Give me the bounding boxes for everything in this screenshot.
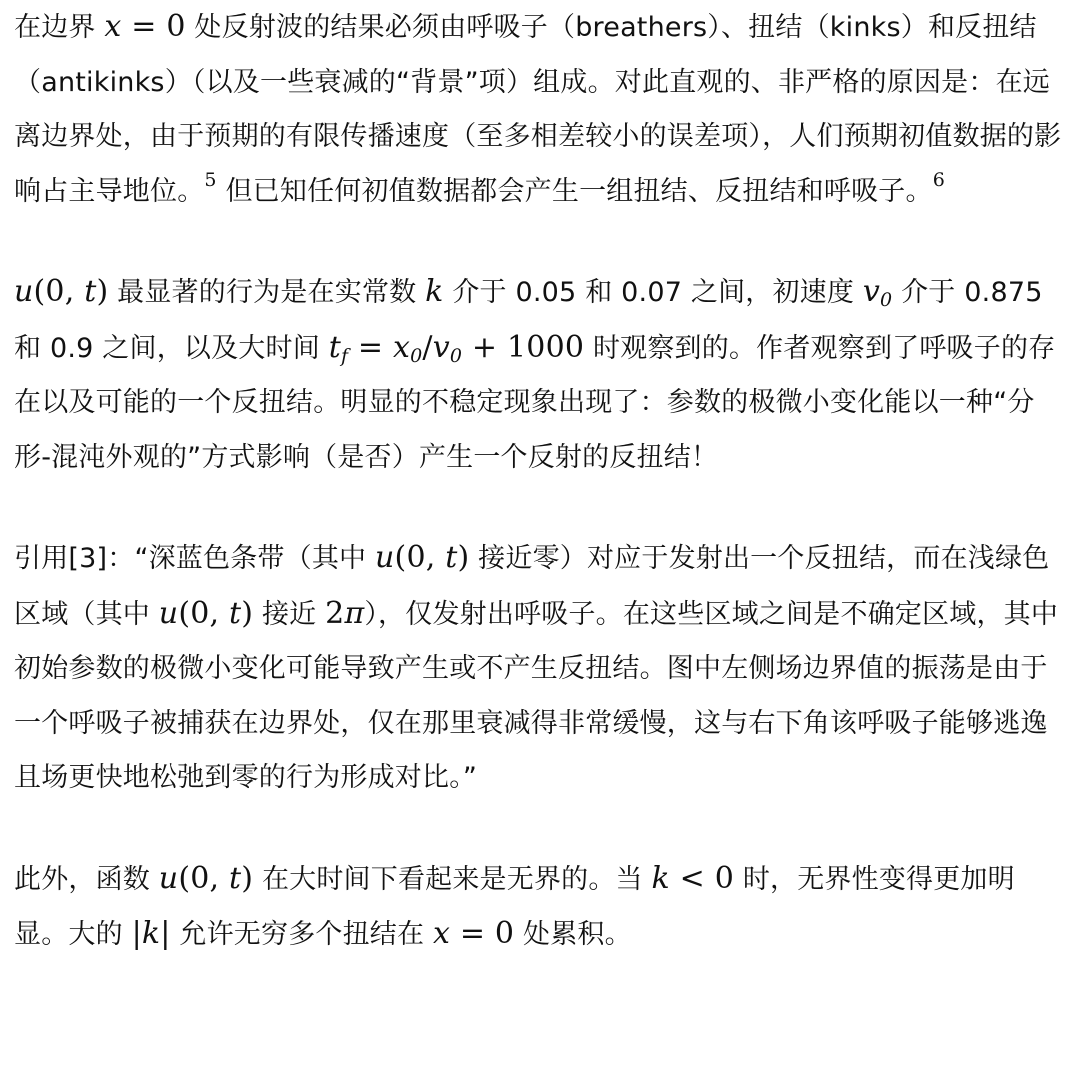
math-sub: 0 [880, 289, 893, 311]
math-var: t [445, 540, 458, 575]
math-u0t [159, 861, 253, 896]
text: 时观察到的。作者观察到了呼吸子的存在以及可能的一个反扭结。明显的不稳定现象出现了：参数的极微小变化能以一种“分形-混沌外观的”方式影响（是否）产生一个反射的反扭结！ [14, 332, 1056, 473]
footnote-ref-5[interactable]: 5 [204, 168, 217, 191]
math-op: < 0 [669, 860, 735, 896]
math-var: π [344, 595, 365, 631]
math-op: + 1000 [462, 329, 585, 365]
paragraph-reflection-kinks [14, 0, 1066, 219]
math-x-eq-0 [433, 916, 514, 951]
text: 引用[3]：“深蓝色条带（其中 [14, 543, 376, 574]
math-op: | [131, 916, 142, 951]
text: 处累积。 [514, 919, 632, 950]
text: 接近 [253, 598, 326, 630]
math-2pi [325, 596, 364, 631]
math-var: k [141, 916, 161, 951]
math-op: ) [241, 860, 254, 896]
paragraph-quote-ref3 [14, 531, 1066, 806]
math-var: t [84, 274, 97, 309]
math-var: u [375, 540, 395, 575]
math-op: (0, [394, 540, 446, 575]
text: 最显著的行为是在实常数 [108, 277, 426, 308]
math-op: (0, [178, 595, 229, 631]
math-sub: 0 [410, 344, 423, 367]
math-var: u [158, 860, 179, 896]
text: 接近零）对应于发射出一个反扭结，而在浅绿色区域（其中 [14, 543, 1050, 630]
math-var: x [432, 916, 451, 951]
math-op: ) [241, 595, 254, 631]
math-var: k [651, 860, 670, 896]
math-var: v [862, 274, 881, 309]
text: 介于 0.875 和 0.9 之间，以及大时间 [14, 277, 1043, 364]
math-var: u [158, 595, 179, 631]
math-num: 2 [325, 595, 345, 631]
footnote-ref-6[interactable]: 6 [932, 168, 945, 191]
math-u0t [375, 540, 469, 575]
text: 在边界 [14, 12, 105, 43]
text: 处反射波的结果必须由呼吸子（breathers）、扭结（kinks）和反扭结（antikinks）（以及一些衰减的“背景”项）组成。对此直观的、非严格的原因是：在远离边界处，由于预期的有限传播速度（至多相差较小的误差项），人们预期初值数据的影响占主导地位。 [14, 12, 1062, 207]
math-v0 [863, 274, 892, 309]
math-op: | [160, 916, 171, 951]
math-var: u [14, 274, 34, 309]
math-var: t [328, 329, 341, 365]
paragraph-observed-behavior [14, 265, 1066, 485]
math-op: (0, [178, 860, 229, 896]
text: 时，无界性变得更加明显。大的 [14, 863, 1015, 950]
math-tf [329, 330, 584, 365]
math-op: ) [457, 540, 470, 575]
math-var: t [229, 860, 242, 896]
text: ），仅发射出呼吸子。在这些区域之间是不确定区域，其中初始参数的极微小变化可能导致产生或不产生反扭结。图中左侧场边界值的振荡是由于一个呼吸子被捕获在边界处，仅在那里衰减得非常缓慢，这与右下角该呼吸子能够逃逸且场更快地松弛到零的行为形成对比。” [14, 598, 1059, 793]
text: 介于 0.05 和 0.07 之间，初速度 [443, 277, 863, 308]
math-sub: 0 [449, 344, 463, 367]
text: 但已知任何初值数据都会产生一组扭结、反扭结和呼吸子。 [216, 175, 933, 207]
math-sub: f [340, 344, 349, 367]
math-u0t [14, 274, 108, 309]
math-abs-k [132, 916, 171, 951]
text: 在大时间下看起来是无界的。当 [253, 863, 652, 895]
math-var: t [229, 595, 242, 631]
paragraph-unbounded [14, 852, 1066, 963]
math-var: x [393, 329, 411, 365]
text: 此外，函数 [14, 863, 159, 895]
math-var: x [104, 9, 122, 44]
text: 允许无穷多个扭结在 [170, 919, 433, 950]
math-op: = 0 [450, 916, 515, 951]
math-k: k [425, 274, 444, 309]
math-x [104, 9, 185, 44]
math-op: = [348, 329, 393, 365]
math-op: ) [96, 274, 109, 309]
math-var: v [432, 329, 450, 365]
math-op: / [422, 329, 433, 365]
math-k-lt-0 [652, 861, 735, 896]
math-u0t [159, 596, 253, 631]
math-op: = 0 [121, 9, 186, 44]
math-op: (0, [33, 274, 85, 309]
